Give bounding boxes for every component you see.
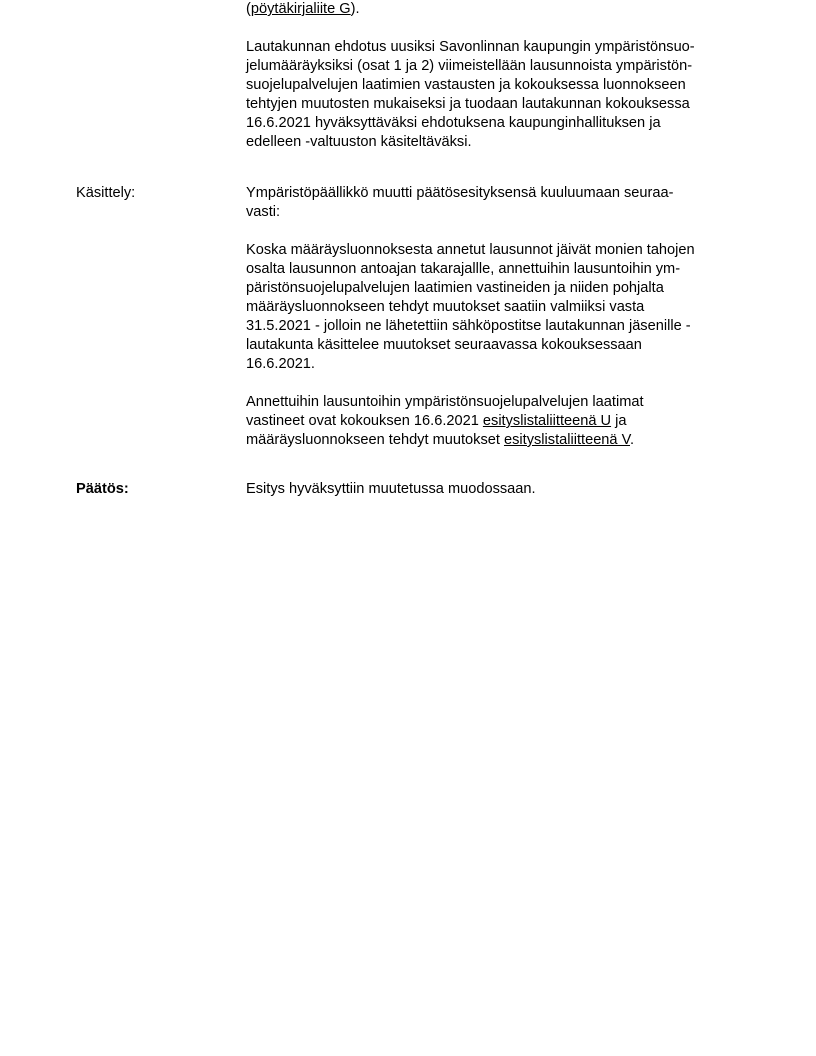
kasittely-body: [246, 184, 746, 450]
paatos-label: Päätös:: [76, 481, 129, 497]
paren-close: ).: [350, 1, 360, 17]
kasittely-paragraph-3: [246, 393, 746, 450]
paatos-body: [246, 480, 746, 499]
para3-line2-suffix: ja: [611, 413, 627, 429]
para3-line3-prefix: määräysluonnokseen tehdyt muutokset: [246, 432, 504, 448]
kasittely-paragraph-2: Koska määräysluonnoksesta annetut lausunnot jäivät monien tahojen osalta lausunnon antoajan takarajallle, annettuihin lausuntoihin ym- päristönsuojelupalvelujen laatimien vastineiden ja niiden pohjalta määräysluonnokseen tehdyt muutokset saatiin valmiiksi vasta 31.5.2021 - jolloin ne lähetettiin sähköpostitse lautakunnan jäsenille - lautakunta käsittelee muutokset seuraavassa kokouksessaan 16.6.2021.: [246, 242, 695, 372]
intro-paragraph: Lautakunnan ehdotus uusiksi Savonlinnan kaupungin ympäristönsuo- jelumääräyksiksi (osat 1 ja 2) viimeistellään lausunnoista ympäristön- suojelupalvelujen laatimien vastausten ja kokouksessa luonnokseen tehtyjen muutosten mukaiseksi ja tuodaan lautakunnan kokouksessa 16.6.2021 hyväksyttäväksi ehdotuksena kaupunginhallituksen ja edelleen -valtuuston käsiteltäväksi.: [246, 39, 695, 150]
kasittely-paragraph-1: Ympäristöpäällikkö muutti päätösesityksensä kuuluumaan seuraa- vasti:: [246, 185, 674, 220]
kasittely-label: Käsittely:: [76, 185, 136, 201]
esityslistaliite-v-link[interactable]: esityslistaliitteenä V: [503, 432, 630, 448]
para3-line1: Annettuihin lausuntoihin ympäristönsuojelupalvelujen laatimat: [246, 394, 644, 410]
paren-open: (: [246, 1, 251, 17]
esityslistaliite-u-link[interactable]: esityslistaliitteenä U: [482, 413, 612, 429]
paatos-text: Esitys hyväksyttiin muutetussa muodossaan.: [246, 481, 536, 497]
para3-line3-suffix: .: [630, 432, 635, 448]
poytakirjaliite-g-link[interactable]: pöytäkirjaliite G: [250, 1, 351, 17]
para3-line2-prefix: vastineet ovat kokouksen 16.6.2021: [246, 413, 483, 429]
intro-body: [246, 0, 746, 152]
intro-attachment-line: [246, 0, 746, 19]
